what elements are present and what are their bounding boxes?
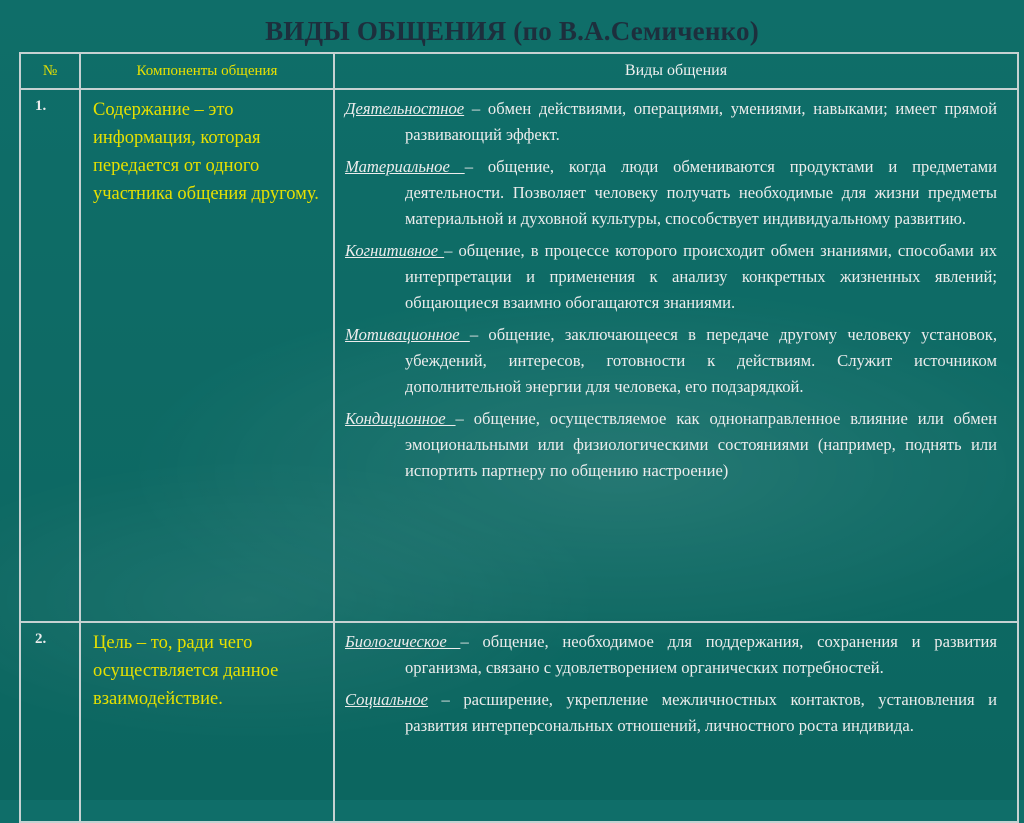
table-row <box>20 622 1018 822</box>
type-description: – обмен действиями, операциями, умениями, навыками; имеет прямой развивающий эффект. <box>405 99 997 144</box>
table-row <box>20 89 1018 622</box>
type-item <box>345 687 997 739</box>
type-description: – общение, необходимое для поддержания, сохранения и развития организма, связано с удовлетворением органических потребностей. <box>405 632 997 677</box>
type-item <box>345 629 997 681</box>
type-term: Социальное <box>345 690 429 709</box>
type-term: Кондиционное <box>345 409 456 428</box>
type-term: Мотивационное <box>345 325 470 344</box>
communication-types-table <box>19 52 1019 823</box>
type-description: – общение, в процессе которого происходит обмен знаниями, способами их интерпретации и применения к анализу конкретных жизненных явлений; общающиеся взаимно обогащаются знаниями. <box>405 241 997 312</box>
type-term: Деятельностное <box>345 99 465 118</box>
component-cell: Цель – то, ради чего осуществляется данное взаимодействие. <box>80 622 334 822</box>
type-item <box>345 96 997 148</box>
header-components: Компоненты общения <box>80 53 334 89</box>
header-types: Виды общения <box>334 53 1018 89</box>
types-cell <box>334 622 1018 822</box>
component-cell: Содержание – это информация, которая передается от одного участника общения другому. <box>80 89 334 622</box>
type-description: – расширение, укрепление межличностных контактов, установления и развития интерперсональных отношений, личностного роста индивида. <box>405 690 997 735</box>
type-item <box>345 238 997 316</box>
table-header-row <box>20 53 1018 89</box>
type-term: Биологическое <box>345 632 461 651</box>
type-description: – общение, заключающееся в передаче другому человеку установок, убеждений, интересов, готовности к действиям. Служит источником дополнительной энергии для человека, его подзарядкой. <box>405 325 997 396</box>
row-number: 2. <box>20 622 80 822</box>
page-title: ВИДЫ ОБЩЕНИЯ (по В.А.Семиченко) <box>265 16 759 46</box>
row-number: 1. <box>20 89 80 622</box>
type-item <box>345 322 997 400</box>
type-term: Когнитивное <box>345 241 445 260</box>
type-item <box>345 154 997 232</box>
type-item <box>345 406 997 484</box>
type-term: Материальное <box>345 157 465 176</box>
header-number: № <box>20 53 80 89</box>
types-cell <box>334 89 1018 622</box>
type-description: – общение, осуществляемое как однонаправленное влияние или обмен эмоциональными или физиологическими состояниями (например, поднять или испортить партнеру по общению настроение) <box>405 409 997 480</box>
type-description: – общение, когда люди обмениваются продуктами и предметами деятельности. Позволяет человеку получать необходимые для жизни предметы материальной и духовной культуры, способствует индивидуальному развитию. <box>405 157 998 228</box>
